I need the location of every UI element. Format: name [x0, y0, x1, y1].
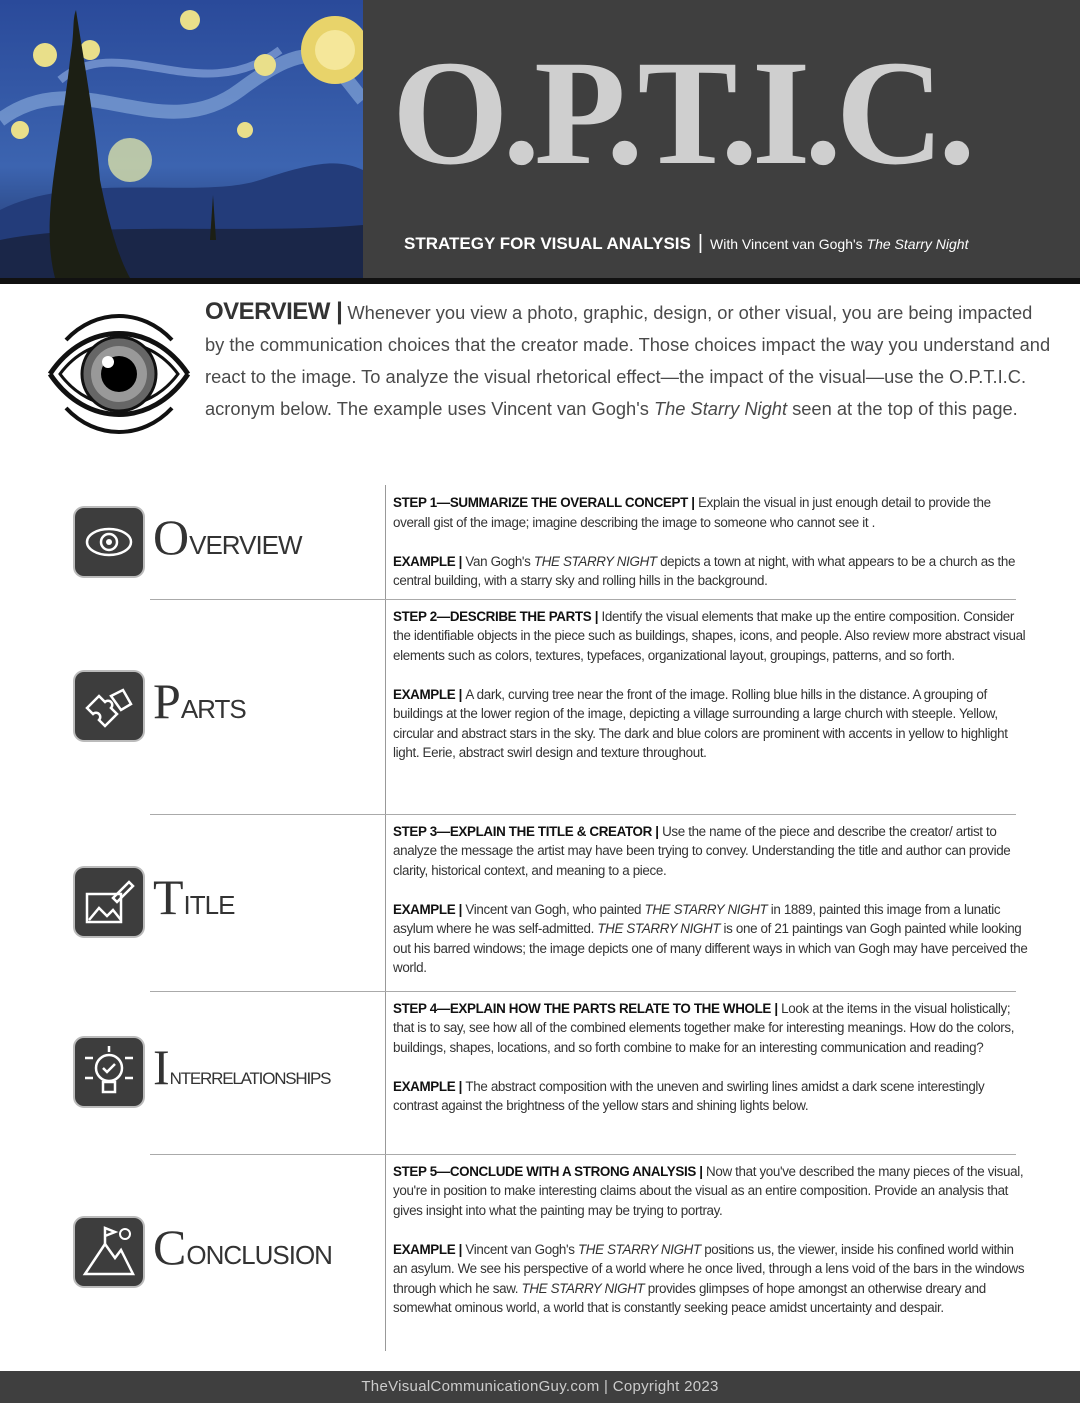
- step-label-rest: NTERRELATIONSHIPS: [169, 1069, 331, 1088]
- header-divider: [0, 278, 1080, 284]
- subtitle: [404, 232, 968, 255]
- step-description: [393, 999, 1031, 1058]
- puzzle-icon: [75, 672, 143, 740]
- step-example: [393, 1077, 1031, 1116]
- step-text: [385, 599, 1031, 814]
- italic-title: THE STARRY NIGHT: [533, 553, 657, 569]
- subtitle-italic: The Starry Night: [866, 236, 969, 252]
- text: Look at the items in the visual holistically; that is to say, see how all of the combined elements together make for interesting meanings. How do the colors, buildings, shapes, locations, and so forth combine to make for an interesting communication and reading?: [393, 1000, 1015, 1055]
- step-label: [153, 672, 378, 730]
- text: Use the name of the piece and describe the creator/ artist to analyze the message the artist may have been trying to convey. Understanding the title and author can provide clarity, historical context, and meaning to a piece.: [393, 823, 1011, 878]
- step-row: [0, 814, 1080, 991]
- bold-label: STEP 2—DESCRIBE THE PARTS |: [393, 608, 602, 624]
- footer: TheVisualCommunicationGuy.com | Copyright 2023: [0, 1371, 1080, 1403]
- step-label-initial: P: [153, 673, 181, 729]
- overview-text-end: seen at the top of this page.: [787, 398, 1018, 419]
- step-label-initial: C: [153, 1219, 187, 1275]
- eye-icon: [46, 310, 192, 438]
- step-text: [385, 1154, 1031, 1351]
- subtitle-plain: With Vincent van Gogh's: [710, 236, 867, 252]
- step-text: [385, 485, 1031, 599]
- bold-label: EXAMPLE |: [393, 1241, 466, 1257]
- subtitle-separator: |: [697, 232, 704, 254]
- starry-night-painting: [0, 0, 363, 278]
- text: provides glimpses of hope amongst an otherwise dreary and somewhat ominous world, a world that is constantly seeking peace amidst uncertainty and despair.: [393, 1280, 986, 1315]
- italic-title: THE STARRY NIGHT: [597, 921, 721, 936]
- step-label: [153, 1038, 378, 1096]
- step-row: [0, 1154, 1080, 1351]
- overview-heading: OVERVIEW |: [205, 298, 343, 325]
- bold-label: EXAMPLE |: [393, 553, 466, 569]
- text: in 1889, painted this image from a lunatic asylum where he was self-admitted.: [393, 901, 1001, 936]
- text: positions us, the viewer, inside his confined world within an asylum. We see his perspective of a world where he once lived, through a lens void of the bars in the windows through which he saw.: [393, 1241, 1025, 1296]
- picture-pen-icon: [75, 868, 143, 936]
- text: depicts a town at night, with what appears to be a church as the central building, with a starry sky and rolling hills in the background.: [393, 553, 1016, 588]
- text: The abstract composition with the uneven and swirling lines amidst a dark scene interestingly contrast against the brightness of the yellow stars and shining lights below.: [393, 1078, 985, 1113]
- text: is one of 21 paintings van Gogh painted while looking out his barred windows; the image depicts one of many different ways in which van Gogh may have perceived the world.: [393, 921, 1028, 975]
- bold-label: STEP 4—EXPLAIN HOW THE PARTS RELATE TO THE WHOLE |: [393, 1000, 782, 1016]
- italic-title: THE STARRY NIGHT: [644, 901, 768, 917]
- row-divider: [150, 814, 1016, 815]
- bold-label: EXAMPLE |: [393, 1078, 466, 1094]
- step-label: [153, 868, 378, 926]
- lightbulb-network-icon: [75, 1038, 143, 1106]
- step-row: [0, 991, 1080, 1154]
- text: A dark, curving tree near the front of the image. Rolling blue hills in the distance. A grouping of buildings at the lower region of the image, depicting a village surrounding a large church with steeple. Yellow, circular and abstract stars in the sky. The dark and blue colors are prominent with accents in yellow to highlight light. Eerie, abstract swirl design and texture throughout.: [393, 686, 1008, 760]
- step-label-initial: T: [153, 869, 184, 925]
- step-label-initial: O: [153, 508, 190, 565]
- overview-paragraph: [205, 296, 1055, 425]
- subtitle-bold: STRATEGY FOR VISUAL ANALYSIS: [404, 234, 691, 253]
- eye-icon: [75, 508, 143, 576]
- bold-label: EXAMPLE |: [393, 901, 466, 917]
- step-example: [393, 900, 1031, 978]
- text: Van Gogh's: [465, 553, 534, 569]
- step-label-rest: ONCLUSION: [186, 1240, 332, 1270]
- step-label: [153, 1218, 378, 1276]
- step-description: [393, 822, 1031, 881]
- bold-label: STEP 5—CONCLUDE WITH A STRONG ANALYSIS |: [393, 1163, 707, 1179]
- italic-title: THE STARRY NIGHT: [577, 1241, 701, 1257]
- step-row: [0, 485, 1080, 599]
- overview-italic: The Starry Night: [653, 398, 788, 419]
- text: Now that you've described the many pieces of the visual, you're in position to make interesting claims about the visual as an entire composition. Provide an analysis that gives insight into what the painting may be trying to portray.: [393, 1163, 1024, 1218]
- step-row: [0, 599, 1080, 814]
- text: Explain the visual in just enough detail to provide the overall gist of the image; imagine describing the image to someone who cannot see it .: [393, 495, 991, 530]
- optic-title: O.P.T.I.C.: [392, 30, 970, 196]
- row-divider: [150, 991, 1016, 992]
- step-example: [393, 552, 1031, 591]
- text: Identify the visual elements that make up the entire composition. Consider the identifiable objects in the piece such as buildings, shapes, icons, and people. Also review more abstract visual elements such as colors, textures, typefaces, organizational layout, groupings, patterns, and so forth.: [393, 608, 1026, 663]
- italic-title: THE STARRY NIGHT: [521, 1280, 645, 1296]
- text: Vincent van Gogh's: [465, 1241, 578, 1257]
- step-text: [385, 814, 1031, 991]
- step-text: [385, 991, 1031, 1154]
- step-label-rest: VERVIEW: [189, 529, 302, 560]
- step-example: [393, 685, 1031, 763]
- overview-text: Whenever you view a photo, graphic, design, or other visual, you are being impacted by the communication choices that the creator made. Those choices impact the way you understand and react to the image. To analyze the visual rhetorical effect—the impact of the visual—use the O.P.T.I.C. acronym below. The example uses Vincent van Gogh's: [205, 302, 1051, 419]
- header-banner: [0, 0, 1080, 280]
- text: Vincent van Gogh, who painted: [465, 901, 645, 917]
- step-description: [393, 1162, 1031, 1221]
- steps-list: [0, 485, 1080, 1403]
- step-label-initial: I: [153, 1039, 170, 1095]
- step-description: [393, 607, 1031, 666]
- bold-label: STEP 3—EXPLAIN THE TITLE & CREATOR |: [393, 823, 663, 839]
- bold-label: EXAMPLE |: [393, 686, 466, 702]
- step-example: [393, 1240, 1031, 1318]
- mountain-flag-icon: [75, 1218, 143, 1286]
- step-description: [393, 493, 1031, 532]
- step-label: [153, 508, 378, 566]
- row-divider: [150, 599, 1016, 600]
- row-divider: [150, 1154, 1016, 1155]
- bold-label: STEP 1—SUMMARIZE THE OVERALL CONCEPT |: [393, 495, 699, 510]
- step-label-rest: ITLE: [183, 890, 235, 920]
- step-label-rest: ARTS: [180, 694, 246, 724]
